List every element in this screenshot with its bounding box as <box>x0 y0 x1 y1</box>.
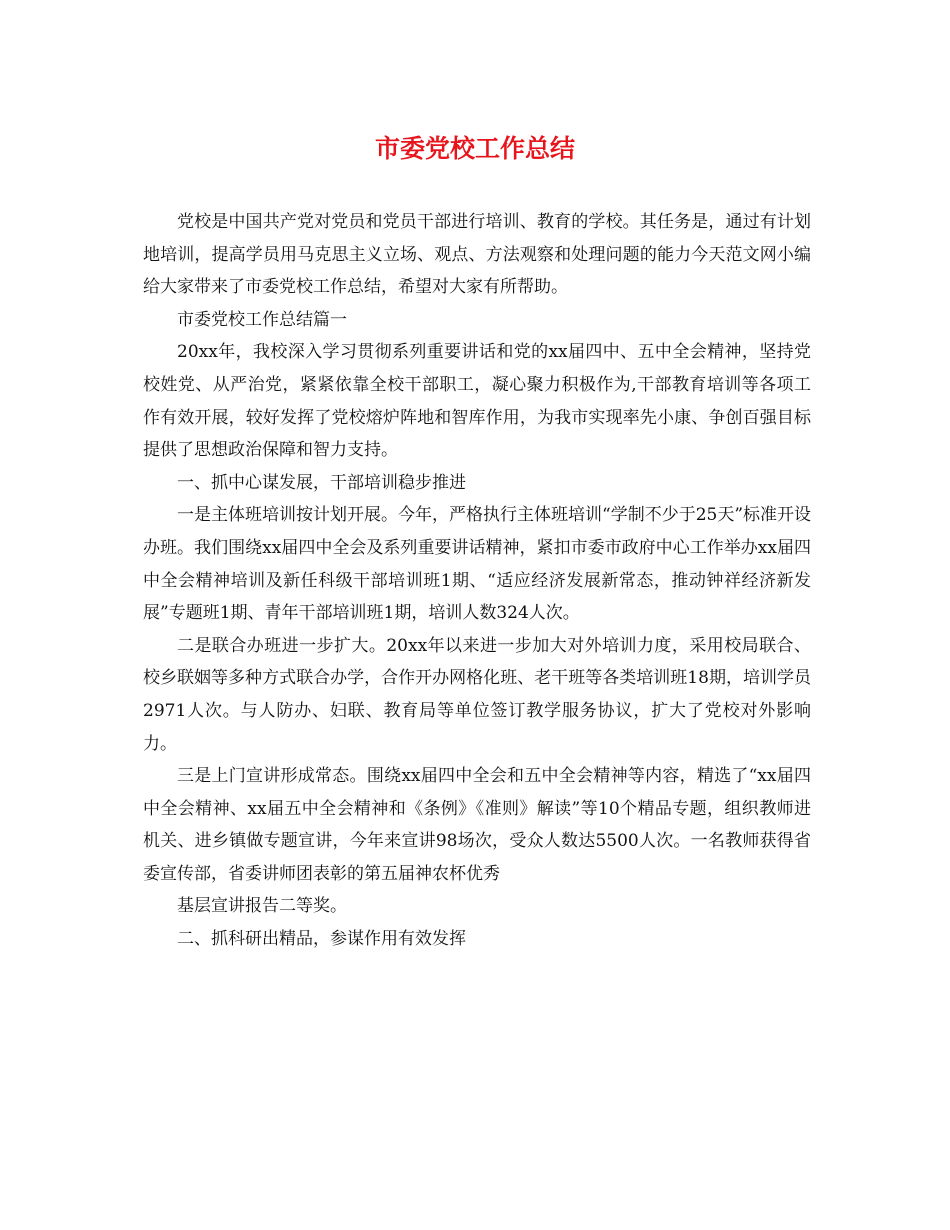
paragraph-heading-one: 一、抓中心谋发展，干部培训稳步推进 <box>177 472 466 493</box>
paragraph-intro: 党校是中国共产党对党员和党员干部进行培训、教育的学校。其任务是，通过有计划地培训，提高学员用马克思主义立场、观点、方法观察和处理问题的能力今天范文网小编给大家带来了市委党校工作总结，希望对大家有所帮助。 <box>143 212 811 298</box>
paragraph-main-training: 一是主体班培训按计划开展。今年，严格执行主体班培训“学制不少于25天”标准开设办班。我们围绕xx届四中全会及系列重要讲话精神，紧扣市委市政府中心工作举办xx届四中全会精神培训及新任科级干部培训班1期、“适应经济发展新常态，推动钟祥经济新发展”专题班1期、青年干部培训班1期，培训人数324人次。 <box>143 505 812 624</box>
document-title: 市委党校工作总结 <box>374 134 575 163</box>
paragraph-section-heading: 市委党校工作总结篇一 <box>177 309 347 330</box>
paragraph-overview: 20xx年，我校深入学习贯彻系列重要讲话和党的xx届四中、五中全会精神，坚持党校姓党、从严治党，紧紧依靠全校干部职工，凝心聚力积极作为,干部教育培训等各项工作有效开展，较好发挥了党校熔炉阵地和智库作用，为我市实现率先小康、争创百强目标提供了思想政治保障和智力支持。 <box>143 342 811 461</box>
document-body <box>143 206 811 956</box>
paragraph-lectures: 三是上门宣讲形成常态。围绕xx届四中全会和五中全会精神等内容，精选了“xx届四中全会精神、xx届五中全会精神和《条例》《准则》解读”等10个精品专题，组织教师进机关、进乡镇做专题宣讲，今年来宣讲98场次，受众人数达5500人次。一名教师获得省委宣传部，省委讲师团表彰的第五届神农杯优秀 <box>143 766 811 884</box>
paragraph-heading-two: 二、抓科研出精品，参谋作用有效发挥 <box>177 929 466 950</box>
paragraph-joint-classes: 二是联合办班进一步扩大。20xx年以来进一步加大对外培训力度，采用校局联合、校乡联姻等多种方式联合办学，合作开办网格化班、老干班等各类培训班18期，培训学员2971人次。与人防办、妇联、教育局等单位签订教学服务协议，扩大了党校对外影响力。 <box>143 635 811 754</box>
paragraph-award: 基层宣讲报告二等奖。 <box>177 896 347 917</box>
